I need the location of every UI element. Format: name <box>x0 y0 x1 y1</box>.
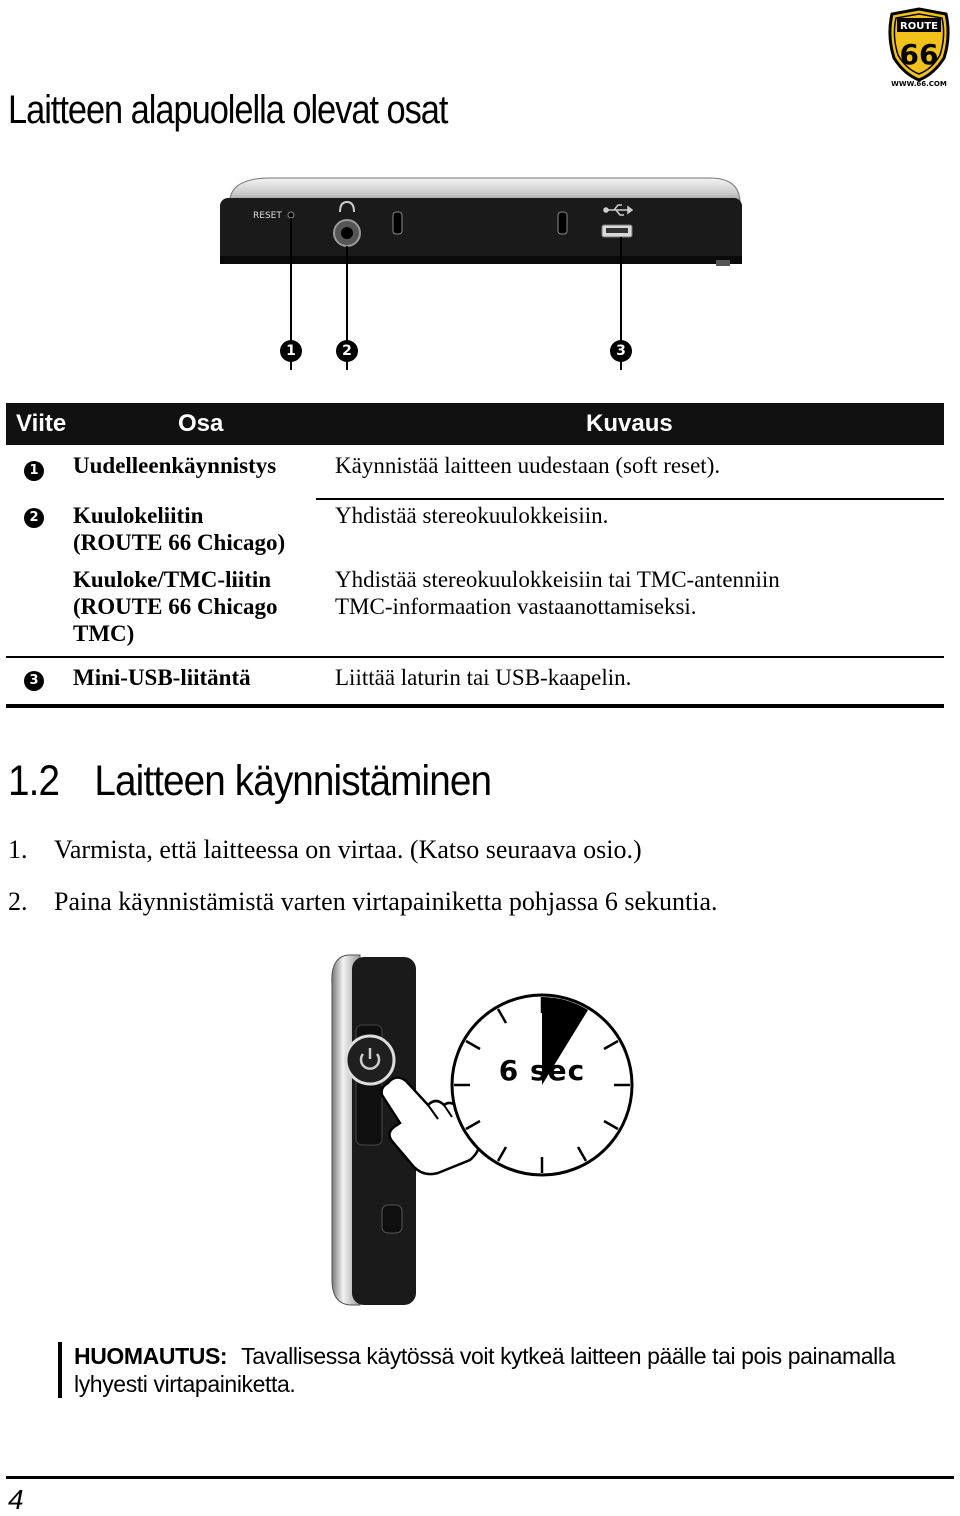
part-description: Liittää laturin tai USB-kaapelin. <box>335 665 632 690</box>
header-description: Kuvaus <box>586 410 673 437</box>
part-description: Käynnistää laitteen uudestaan (soft reset). <box>335 453 721 478</box>
part-name-line: TMC) <box>73 621 135 646</box>
step-item <box>8 887 718 917</box>
page-title: Laitteen alapuolella olevat osat <box>8 88 448 132</box>
note-text: Tavallisessa käytössä voit kytkeä laitteen päälle tai pois painamalla lyhyesti virtapainiketta. <box>74 1343 895 1397</box>
part-name-line: (ROUTE 66 Chicago) <box>73 530 286 555</box>
part-name: Mini-USB-liitäntä <box>73 665 251 690</box>
logo-url: WWW.66.COM <box>891 80 947 88</box>
note-label: HUOMAUTUS: <box>74 1343 228 1369</box>
section-title <box>8 757 491 806</box>
callout-2: 2 <box>336 340 358 362</box>
part-description: Yhdistää stereokuulokkeisiin. <box>335 503 609 528</box>
row-ref-badge: 3 <box>24 671 44 691</box>
parts-table <box>6 403 944 704</box>
timer-label: 6 sec <box>498 1054 586 1087</box>
route66-logo <box>884 6 954 88</box>
table-bottom-rule <box>6 704 944 708</box>
row-ref-badge: 1 <box>24 461 44 481</box>
part-name-line: Kuulokeliitin <box>73 503 204 528</box>
header-part: Osa <box>178 410 224 437</box>
callout-3: 3 <box>610 340 632 362</box>
description-line: Yhdistää stereokuulokkeisiin tai TMC-antenniin <box>335 567 780 592</box>
table-row <box>6 566 944 658</box>
reset-hole <box>288 212 294 218</box>
footer-rule <box>6 1476 954 1479</box>
table-row <box>6 658 944 704</box>
power-button <box>346 1036 394 1084</box>
svg-text:66: 66 <box>899 38 939 71</box>
page-number: 4 <box>8 1484 24 1515</box>
step-item <box>8 835 642 865</box>
table-row <box>6 445 944 500</box>
description-line: TMC-informaation vastaanottamiseksi. <box>335 594 697 619</box>
step-number: 1. <box>8 835 28 864</box>
part-name <box>73 502 285 556</box>
part-name: Uudelleenkäynnistys <box>73 453 277 478</box>
callout-1: 1 <box>280 340 302 362</box>
part-name-line: Kuuloke/TMC-liitin <box>73 567 272 592</box>
step-text: Paina käynnistämistä varten virtapainiketta pohjassa 6 sekuntia. <box>54 887 718 916</box>
section-number: 1.2 <box>8 757 60 805</box>
header-ref: Viite <box>16 410 67 437</box>
section-heading: Laitteen käynnistäminen <box>94 757 492 805</box>
table-row <box>6 500 944 566</box>
reset-label: RESET <box>253 211 282 221</box>
note-box <box>58 1342 960 1398</box>
power-button-illustration <box>320 945 640 1315</box>
table-header <box>6 403 944 445</box>
step-text: Varmista, että laitteessa on virtaa. (Katso seuraava osio.) <box>54 835 642 864</box>
part-description <box>335 566 780 620</box>
row-ref-badge: 2 <box>24 508 44 528</box>
svg-text:ROUTE: ROUTE <box>900 21 938 32</box>
part-name <box>73 566 277 647</box>
part-name-line: (ROUTE 66 Chicago <box>73 594 278 619</box>
step-number: 2. <box>8 887 28 916</box>
